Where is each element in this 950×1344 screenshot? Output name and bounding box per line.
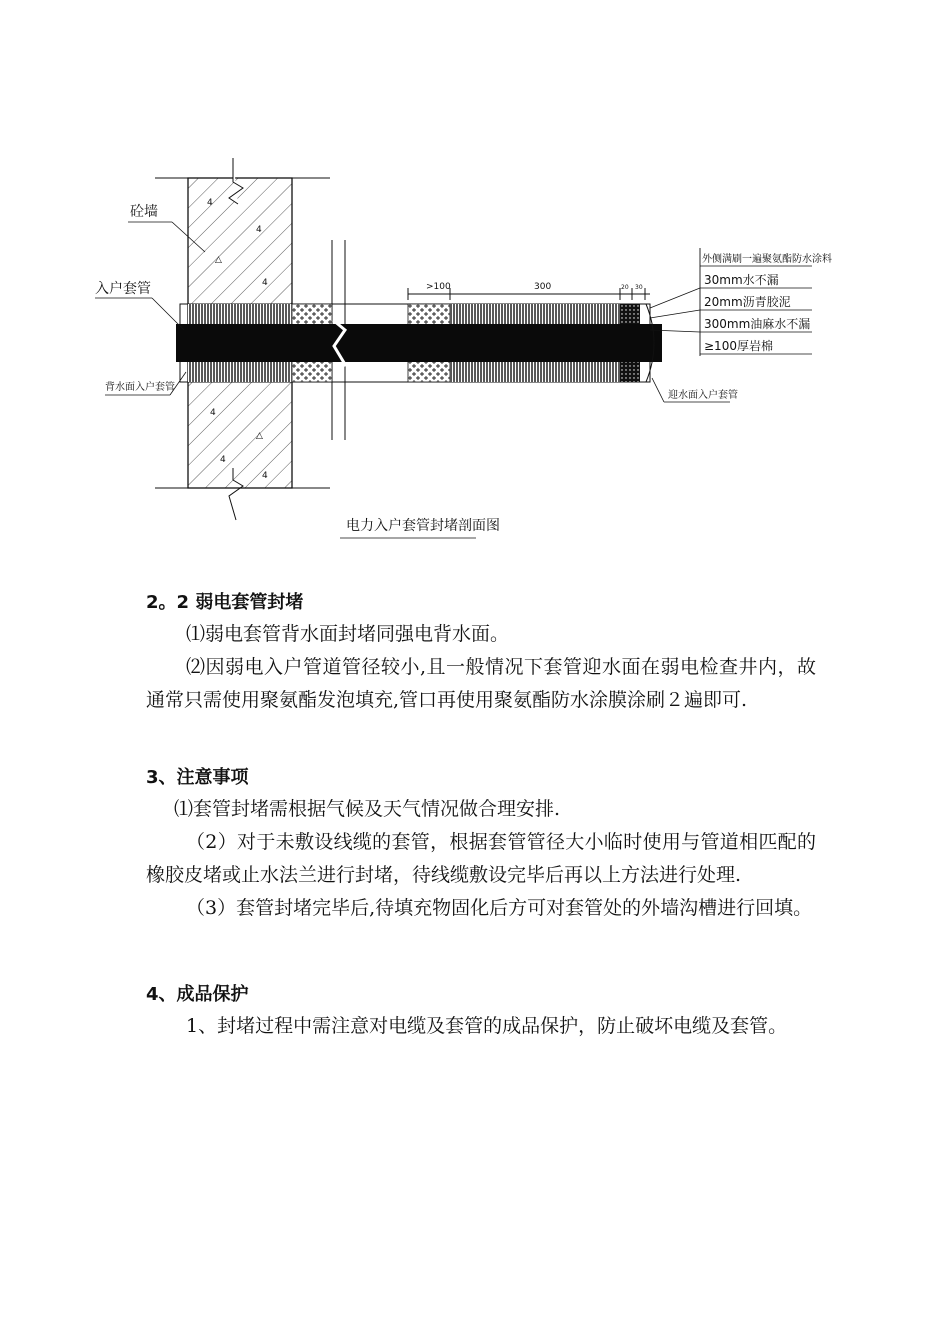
svg-text:△: △ <box>256 431 263 441</box>
paragraph: ⑴套管封堵需根据气候及天气情况做合理安排. <box>174 798 561 820</box>
label-concrete-wall: 砼墙 <box>130 204 158 220</box>
figure-caption: 电力入户套管封堵剖面图 <box>346 518 500 534</box>
svg-text:4: 4 <box>262 471 268 481</box>
dim-label-3: 20 <box>621 284 629 291</box>
label-entry-sleeve: 入户套管 <box>95 281 151 297</box>
dimension-line <box>408 282 650 300</box>
svg-text:4: 4 <box>220 455 226 465</box>
sleeve-sealing-section-drawing <box>0 0 950 560</box>
paragraph: 1、封堵过程中需注意对电缆及套管的成品保护，防止破坏电缆及套管。 <box>186 1015 788 1037</box>
paragraph: ⑴弱电套管背水面封堵同强电背水面。 <box>186 623 510 645</box>
section-heading: 4、成品保护 <box>146 984 249 1005</box>
materials-legend <box>650 248 832 402</box>
svg-text:△: △ <box>215 255 222 265</box>
section-heading: 3、注意事项 <box>146 767 249 788</box>
dim-label-4: 30 <box>635 284 643 291</box>
svg-text:4: 4 <box>262 278 268 288</box>
label-back-face-sleeve: 背水面入户套管 <box>105 382 175 393</box>
paragraph: （2）对于未敷设线缆的套管，根据套管管径大小临时使用与管道相匹配的橡胶皮堵或止水法兰进行封堵，待线缆敷设完毕后再以上方法进行处理. <box>146 831 816 886</box>
svg-text:4: 4 <box>210 408 216 418</box>
legend-item: 20mm沥青胶泥 <box>704 295 791 309</box>
cable-core <box>176 324 662 362</box>
legend-item: 外侧满刷一遍聚氨酯防水涂料 <box>702 254 832 265</box>
dim-label-2: 300 <box>534 282 552 292</box>
paragraph: （3）套管封堵完毕后,待填充物固化后方可对套管处的外墙沟槽进行回填。 <box>186 897 813 919</box>
paragraph: ⑵因弱电入户管道管径较小,且一般情况下套管迎水面在弱电检查井内，故通常只需使用聚氨酯发泡填充,管口再使用聚氨酯防水涂膜涂刷２遍即可. <box>146 656 816 711</box>
legend-item: ≥100厚岩棉 <box>704 339 773 353</box>
section-2-2-body <box>146 618 816 717</box>
svg-text:4: 4 <box>207 198 213 208</box>
section-4-body <box>146 1010 816 1043</box>
label-front-face-sleeve: 迎水面入户套管 <box>668 390 738 401</box>
section-heading: 2。2 弱电套管封堵 <box>146 592 304 613</box>
svg-text:4: 4 <box>256 225 262 235</box>
section-3-body <box>146 793 816 925</box>
legend-item: 300mm油麻水不漏 <box>704 317 811 331</box>
dim-label-1: >100 <box>426 282 451 292</box>
legend-item: 30mm水不漏 <box>704 273 779 287</box>
